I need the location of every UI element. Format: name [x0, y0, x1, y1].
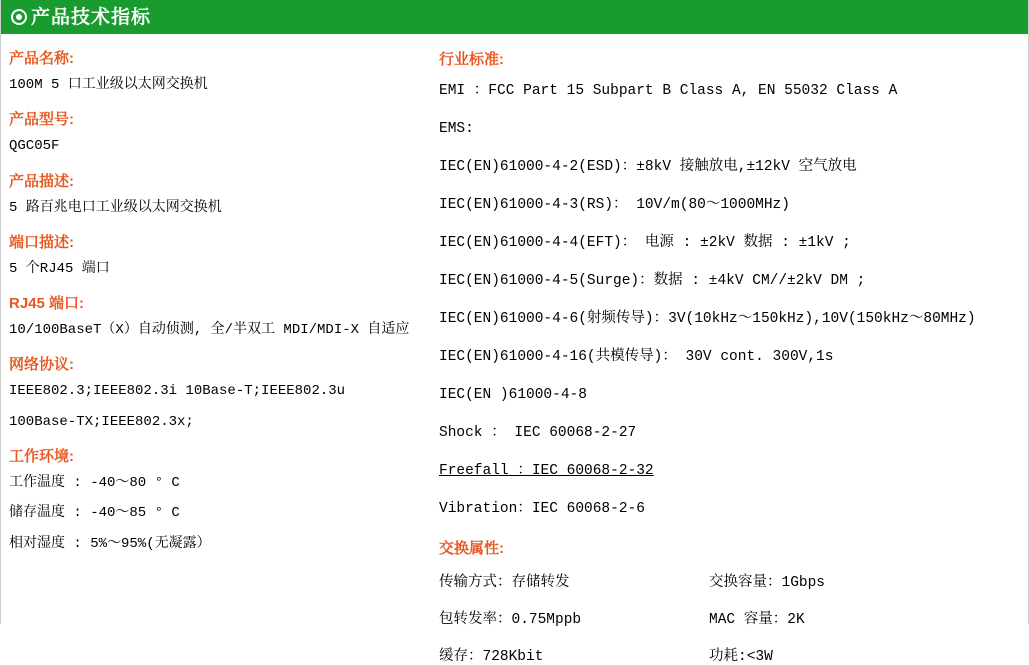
storage-temperature-value: 储存温度 : -40～85 ° C: [9, 505, 180, 522]
standard-line: Freefall ：IEC 60068-2-32: [439, 463, 654, 480]
standard-line: IEC(EN)61000-4-16(共模传导)： 30V cont. 300V,1s: [439, 349, 834, 366]
standard-line: Shock ： IEC 60068-2-27: [439, 425, 637, 442]
standard-line: IEC(EN )61000-4-8: [439, 387, 587, 404]
packet-forwarding-rate: 包转发率：0.75Mppb: [439, 612, 582, 629]
relative-humidity-value: 相对湿度 : 5%～95%(无凝露）: [9, 535, 211, 552]
target-circle-icon: [11, 9, 27, 25]
standard-line: IEC(EN)61000-4-4(EFT)： 电源 : ±2kV 数据 : ±1kV ;: [439, 235, 851, 252]
section-title-network-protocol: 网络协议:: [9, 356, 74, 374]
product-description-value: 5 路百兆电口工业级以太网交换机: [9, 199, 222, 216]
mac-capacity: MAC 容量：2K: [709, 612, 805, 629]
network-protocol-value-2: 100Base-TX;IEEE802.3x;: [9, 413, 194, 430]
standard-line: EMS:: [439, 121, 474, 138]
page-title: 产品技术指标: [31, 6, 152, 28]
section-title-product-name: 产品名称:: [9, 50, 74, 67]
section-title-product-description: 产品描述:: [9, 172, 74, 190]
power-consumption: 功耗:<3W: [709, 649, 773, 665]
right-column: [431, 48, 1026, 665]
section-title-working-environment: 工作环境:: [9, 448, 74, 466]
content-columns: [1, 34, 1028, 665]
network-protocol-value-1: IEEE802.3;IEEE802.3i 10Base-T;IEEE802.3u: [9, 383, 346, 400]
standard-line: IEC(EN)61000-4-6(射频传导)：3V(10kHz～150kHz),10V(150kHz～80MHz): [439, 311, 976, 328]
product-name-value: 100M 5 口工业级以太网交换机: [9, 77, 208, 93]
section-title-rj45-port: RJ45 端口:: [9, 295, 85, 313]
rj45-port-value: 10/100BaseT（X）自动侦测, 全/半双工 MDI/MDI-X 自适应: [9, 322, 410, 339]
product-model-value: QGC05F: [9, 138, 60, 155]
working-temperature-value: 工作温度 : -40～80 ° C: [9, 475, 180, 492]
section-title-switch-attributes: 交换属性:: [439, 540, 504, 558]
standard-line: IEC(EN)61000-4-5(Surge)：数据 : ±4kV CM//±2kV DM ;: [439, 273, 866, 290]
switching-capacity: 交换容量：1Gbps: [709, 575, 826, 592]
left-column: [1, 48, 431, 665]
section-title-port-description: 端口描述:: [9, 233, 74, 251]
section-title-industry-standards: 行业标准:: [439, 51, 504, 68]
standard-line: EMI ：FCC Part 15 Subpart B Class A, EN 55032 Class A: [439, 83, 898, 99]
transmission-mode: 传输方式：存储转发: [439, 575, 570, 592]
port-description-value: 5 个RJ45 端口: [9, 260, 110, 277]
buffer-size: 缓存：728Kbit: [439, 649, 544, 665]
section-title-product-model: 产品型号:: [9, 111, 74, 129]
page-header: [1, 0, 1028, 34]
standard-line: Vibration：IEC 60068-2-6: [439, 501, 645, 518]
standard-line: IEC(EN)61000-4-2(ESD)：±8kV 接触放电,±12kV 空气放电: [439, 159, 857, 176]
switch-attributes-grid: [439, 570, 1026, 665]
standard-line: IEC(EN)61000-4-3(RS)： 10V/m(80～1000MHz): [439, 197, 790, 214]
